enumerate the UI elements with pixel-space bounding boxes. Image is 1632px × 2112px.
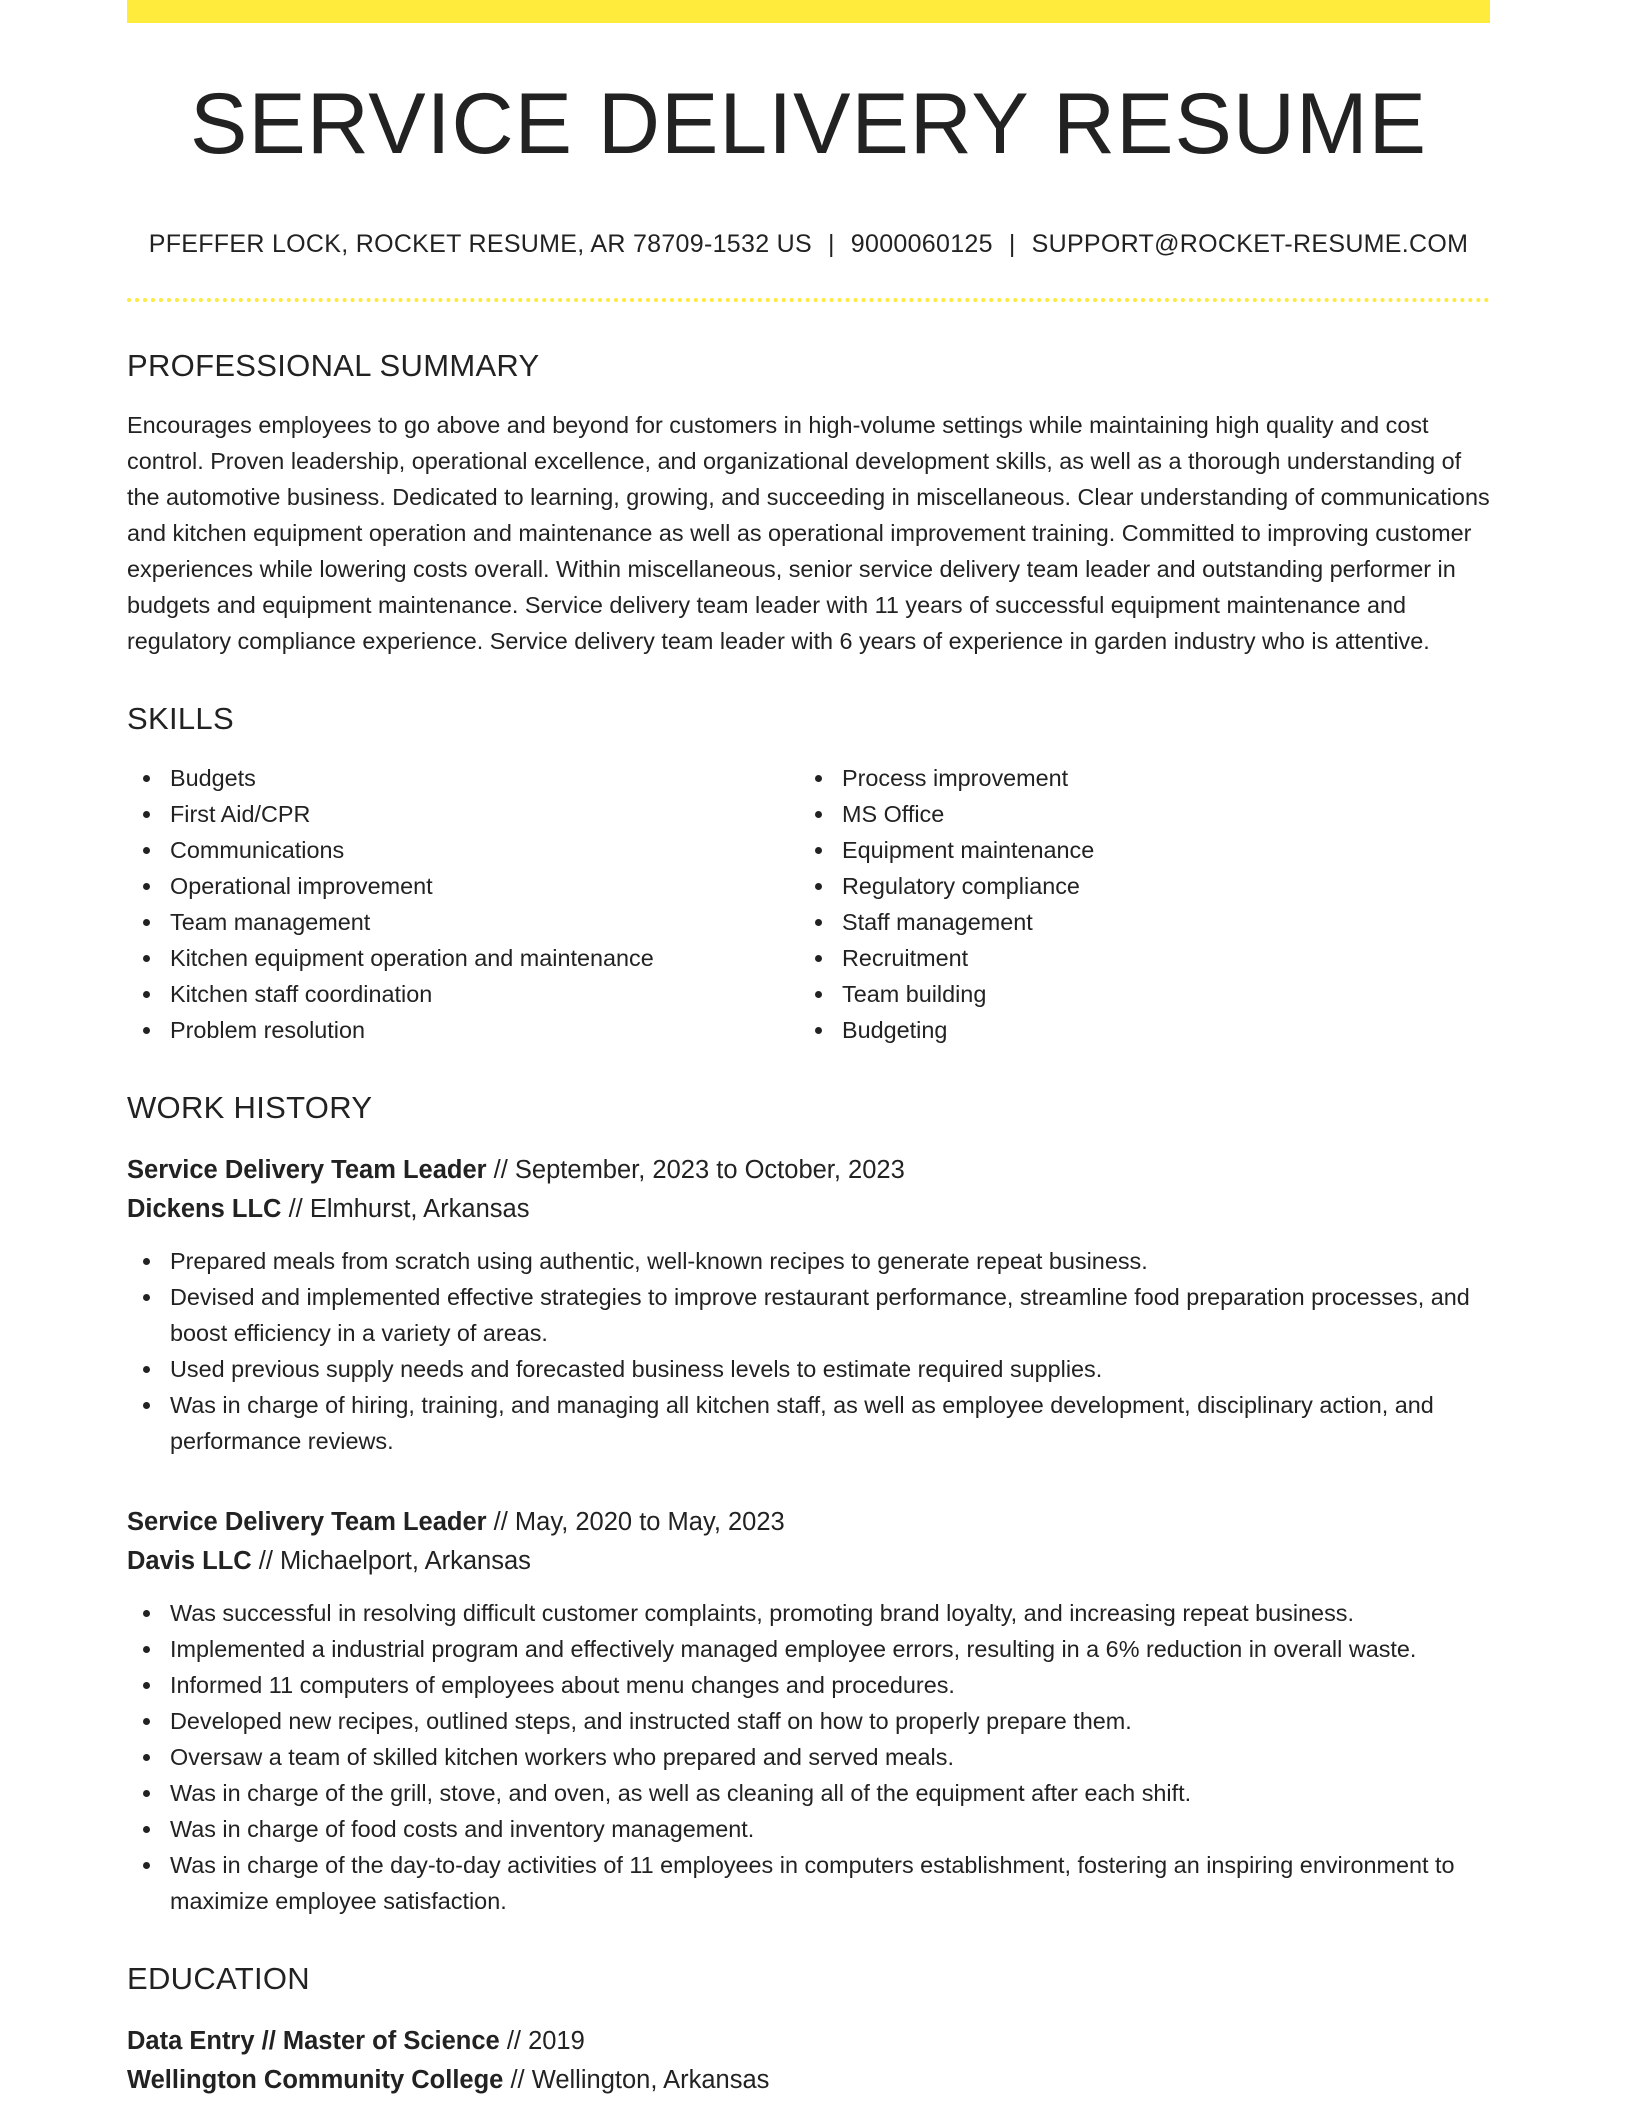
- contact-address: PFEFFER LOCK, ROCKET RESUME, AR 78709-1532 US: [148, 230, 812, 258]
- job-company: Davis LLC: [127, 1547, 252, 1575]
- skill-item: Problem resolution: [127, 1012, 799, 1048]
- job-bullet: Was in charge of food costs and inventory management.: [127, 1811, 1490, 1847]
- job-location: // Michaelport, Arkansas: [258, 1547, 531, 1575]
- top-accent-bar: [127, 0, 1490, 23]
- skill-item: Kitchen staff coordination: [127, 976, 799, 1012]
- education-heading: EDUCATION: [127, 1961, 310, 1996]
- job-company-line: [127, 1190, 1490, 1229]
- education-school-line: [127, 2061, 1490, 2100]
- job-title-line: [127, 1151, 1490, 1190]
- education-degree: Data Entry // Master of Science: [127, 2027, 500, 2055]
- job-bullet: Implemented a industrial program and effectively managed employee errors, resulting in a 6% reduction in overall waste.: [127, 1631, 1490, 1667]
- contact-email: SUPPORT@ROCKET-RESUME.COM: [1031, 230, 1469, 258]
- contact-phone: 9000060125: [850, 230, 993, 258]
- resume-title: SERVICE DELIVERY RESUME: [190, 76, 1427, 172]
- job-bullet: Developed new recipes, outlined steps, and instructed staff on how to properly prepare them.: [127, 1703, 1490, 1739]
- education-degree-line: [127, 2022, 1490, 2061]
- job-bullet: Devised and implemented effective strategies to improve restaurant performance, streamline food preparation processes, and boost efficiency in a variety of areas.: [127, 1279, 1490, 1351]
- job-location: // Elmhurst, Arkansas: [288, 1195, 530, 1223]
- job-bullet: Oversaw a team of skilled kitchen workers who prepared and served meals.: [127, 1739, 1490, 1775]
- job-bullet: Was successful in resolving difficult customer complaints, promoting brand loyalty, and increasing repeat business.: [127, 1595, 1490, 1631]
- summary-heading: PROFESSIONAL SUMMARY: [127, 348, 540, 383]
- skill-item: Budgeting: [799, 1012, 1399, 1048]
- job-bullet: Used previous supply needs and forecasted business levels to estimate required supplies.: [127, 1351, 1490, 1387]
- job-dates: // May, 2020 to May, 2023: [493, 1508, 785, 1536]
- job-title-line: [127, 1503, 1490, 1542]
- education-location: // Wellington, Arkansas: [510, 2066, 770, 2094]
- skill-item: Team building: [799, 976, 1399, 1012]
- work-history-heading: WORK HISTORY: [127, 1090, 373, 1125]
- skills-heading: SKILLS: [127, 701, 234, 736]
- contact-separator: |: [1008, 230, 1016, 258]
- job-entry: [127, 1503, 1490, 1919]
- job-entry: [127, 1151, 1490, 1459]
- education-year: // 2019: [506, 2027, 585, 2055]
- skill-item: Regulatory compliance: [799, 868, 1399, 904]
- skill-item: Operational improvement: [127, 868, 799, 904]
- resume-page: [127, 0, 1490, 2100]
- job-company-line: [127, 1542, 1490, 1581]
- dotted-divider: [127, 298, 1490, 302]
- job-title: Service Delivery Team Leader: [127, 1508, 487, 1536]
- skills-list: [127, 760, 1490, 1048]
- education-school: Wellington Community College: [127, 2066, 504, 2094]
- skill-item: First Aid/CPR: [127, 796, 799, 832]
- job-bullets: [127, 1595, 1490, 1919]
- contact-separator: |: [827, 230, 835, 258]
- skill-item: Kitchen equipment operation and maintenance: [127, 940, 799, 976]
- job-bullet: Informed 11 computers of employees about menu changes and procedures.: [127, 1667, 1490, 1703]
- skill-item: Equipment maintenance: [799, 832, 1399, 868]
- job-company: Dickens LLC: [127, 1195, 282, 1223]
- education-entry: [127, 2022, 1490, 2100]
- skill-item: Communications: [127, 832, 799, 868]
- job-bullet: Was in charge of the grill, stove, and oven, as well as cleaning all of the equipment after each shift.: [127, 1775, 1490, 1811]
- skill-item: Staff management: [799, 904, 1399, 940]
- job-title: Service Delivery Team Leader: [127, 1156, 487, 1184]
- summary-text: Encourages employees to go above and beyond for customers in high-volume settings while maintaining high quality and cost control. Proven leadership, operational excellence, and organizational development skills, as well as a thorough understanding of the automotive business. Dedicated to learning, growing, and succeeding in miscellaneous. Clear understanding of communications and kitchen equipment operation and maintenance as well as operational improvement training. Committed to improving customer experiences while lowering costs overall. Within miscellaneous, senior service delivery team leader and outstanding performer in budgets and equipment maintenance. Service delivery team leader with 11 years of successful equipment maintenance and regulatory compliance experience. Service delivery team leader with 6 years of experience in garden industry who is attentive.: [127, 412, 1490, 654]
- skill-item: MS Office: [799, 796, 1399, 832]
- contact-line: [127, 232, 1490, 257]
- skill-item: Team management: [127, 904, 799, 940]
- skills-column-right: [799, 760, 1399, 1048]
- skill-item: Recruitment: [799, 940, 1399, 976]
- job-bullet: Prepared meals from scratch using authentic, well-known recipes to generate repeat business.: [127, 1243, 1490, 1279]
- job-bullet: Was in charge of hiring, training, and managing all kitchen staff, as well as employee development, disciplinary action, and performance reviews.: [127, 1387, 1490, 1459]
- job-dates: // September, 2023 to October, 2023: [493, 1156, 905, 1184]
- job-bullets: [127, 1243, 1490, 1459]
- skill-item: Process improvement: [799, 760, 1399, 796]
- skill-item: Budgets: [127, 760, 799, 796]
- skills-column-left: [127, 760, 799, 1048]
- job-bullet: Was in charge of the day-to-day activities of 11 employees in computers establishment, fostering an inspiring environment to maximize employee satisfaction.: [127, 1847, 1490, 1919]
